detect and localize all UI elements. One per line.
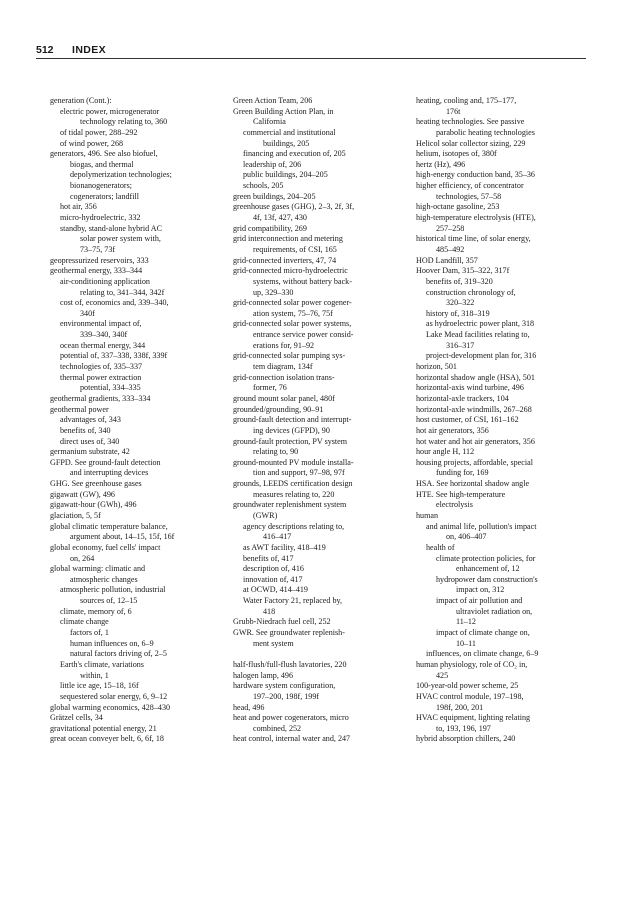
- index-entry: human: [416, 510, 439, 520]
- index-entry: grid interconnection and metering: [233, 234, 343, 244]
- index-subentry: (GWR): [253, 510, 278, 520]
- index-subentry: impact of air pollution and: [436, 596, 523, 606]
- index-subentry: health of: [426, 542, 455, 552]
- index-entry: Helicol solar collector sizing, 229: [416, 138, 526, 148]
- index-subentry: entrance service power consid-: [253, 330, 354, 340]
- index-subentry: solar power system with,: [80, 234, 161, 244]
- index-subentry: climate, memory of, 6: [60, 606, 132, 616]
- index-subentry: depolymerization technologies;: [70, 170, 172, 180]
- index-entry: generators, 496. See also biofuel,: [50, 149, 158, 159]
- index-entry: grid-connected solar power systems,: [233, 319, 352, 329]
- index-subentry: 339–340, 340f: [80, 330, 128, 340]
- index-subentry: measures relating to, 220: [253, 489, 335, 499]
- index-entry: [233, 649, 408, 660]
- index-subentry: hot air, 356: [60, 202, 97, 212]
- index-column-2: [233, 96, 408, 745]
- index-subentry: benefits of, 417: [243, 553, 294, 563]
- index-entry: horizon, 501: [416, 362, 457, 372]
- index-subentry: 10–11: [456, 638, 476, 648]
- index-subentry: environmental impact of,: [60, 319, 142, 329]
- index-entry: heat and power cogenerators, micro: [233, 713, 349, 723]
- index-subentry: to, 193, 196, 197: [436, 723, 491, 733]
- index-subentry: impact on, 312: [456, 585, 505, 595]
- index-subentry: thermal power extraction: [60, 372, 142, 382]
- index-entry: geothermal energy, 333–344: [50, 266, 143, 276]
- index-subentry: cogenerators; landfill: [70, 191, 139, 201]
- index-subentry: electric power, microgenerator: [60, 106, 160, 116]
- index-entry: grid-connected solar pumping sys-: [233, 351, 346, 361]
- index-subentry: 425: [436, 670, 449, 680]
- index-subentry: 176t: [446, 106, 461, 116]
- index-subentry: history of, 318–319: [426, 308, 490, 318]
- index-entry: Hoover Dam, 315–322, 317f: [416, 266, 510, 276]
- index-subentry: little ice age, 15–18, 16f: [60, 681, 139, 691]
- page-number: 512: [36, 44, 54, 56]
- index-subentry: hydropower dam construction's: [436, 574, 538, 584]
- index-entry: ground mount solar panel, 480f: [233, 393, 335, 403]
- index-entry: HTE. See high-temperature: [416, 489, 506, 499]
- index-subentry: description of, 416: [243, 564, 304, 574]
- index-subentry: erations for, 91–92: [253, 340, 315, 350]
- index-entry: heating technologies. See passive: [416, 117, 525, 127]
- index-entry: gravitational potential energy, 21: [50, 723, 157, 733]
- index-subentry: on, 406–407: [446, 532, 487, 542]
- index-subentry: potential, 334–335: [80, 383, 141, 393]
- index-subentry: combined, 252: [253, 723, 302, 733]
- index-entry: horizontal-axis wind turbine, 496: [416, 383, 524, 393]
- index-subentry: and animal life, pollution's impact: [426, 521, 537, 531]
- index-subentry: atmospheric changes: [70, 574, 138, 584]
- index-entry: horizontal-axle windmills, 267–268: [416, 404, 532, 414]
- index-entry: Grubb-Niedrach fuel cell, 252: [233, 617, 331, 627]
- index-entry: global warming: climatic and: [50, 564, 146, 574]
- index-entry: germanium substrate, 42: [50, 447, 130, 457]
- index-entry: high-energy conduction band, 35–36: [416, 170, 535, 180]
- index-subentry: bionanogenerators;: [70, 181, 133, 191]
- index-subentry: 11–12: [456, 617, 476, 627]
- index-subentry: 416–417: [263, 532, 292, 542]
- index-entry: historical time line, of solar energy,: [416, 234, 531, 244]
- index-subentry: 340f: [80, 308, 95, 318]
- index-entry: higher efficiency, of concentrator: [416, 181, 524, 191]
- page-header: [36, 44, 586, 58]
- index-subentry: ment system: [253, 638, 294, 648]
- index-entry: helium, isotopes of, 380f: [416, 149, 497, 159]
- index-subentry: up, 329–330: [253, 287, 294, 297]
- index-subentry: 320–322: [446, 298, 475, 308]
- index-subentry: ing devices (GFPD), 90: [253, 425, 330, 435]
- index-subentry: influences, on climate change, 6–9: [426, 649, 539, 659]
- index-subentry: leadership of, 206: [243, 159, 302, 169]
- index-subentry: potential of, 337–338, 338f, 339f: [60, 351, 168, 361]
- index-entry: half-flush/full-flush lavatories, 220: [233, 659, 347, 669]
- index-subentry: human influences on, 6–9: [70, 638, 154, 648]
- index-subentry: at OCWD, 414–419: [243, 585, 308, 595]
- index-subentry: technologies of, 335–337: [60, 362, 143, 372]
- index-entry: gigawatt (GW), 496: [50, 489, 115, 499]
- index-entry: 100-year-old power scheme, 25: [416, 681, 519, 691]
- index-entry: hot water and hot air generators, 356: [416, 436, 535, 446]
- index-entry: high-octane gasoline, 253: [416, 202, 500, 212]
- index-subentry: ocean thermal energy, 344: [60, 340, 146, 350]
- index-subentry: advantages of, 343: [60, 415, 121, 425]
- index-subentry: impact of climate change on,: [436, 628, 530, 638]
- index-subentry: financing and execution of, 205: [243, 149, 346, 159]
- index-entry: GHG. See greenhouse gases: [50, 479, 142, 489]
- index-entry: global warming economics, 428–430: [50, 702, 171, 712]
- index-entry: great ocean conveyer belt, 6, 6f, 18: [50, 734, 164, 744]
- index-subentry: direct uses of, 340: [60, 436, 120, 446]
- index-entry: grid-connection isolation trans-: [233, 372, 335, 382]
- index-subentry: former, 76: [253, 383, 287, 393]
- index-subentry: commercial and institutional: [243, 127, 336, 137]
- index-subentry: climate protection policies, for: [436, 553, 536, 563]
- index-subentry: cost of, economics and, 339–340,: [60, 298, 169, 308]
- index-subentry: sequestered solar energy, 6, 9–12: [60, 691, 168, 701]
- index-subentry: California: [253, 117, 286, 127]
- index-entry: Green Building Action Plan, in: [233, 106, 334, 116]
- index-entry: grid-connected micro-hydroelectric: [233, 266, 348, 276]
- index-subentry: within, 1: [80, 670, 109, 680]
- index-entry: GWR. See groundwater replenish-: [233, 628, 345, 638]
- index-entry: heating, cooling and, 175–177,: [416, 96, 517, 105]
- index-subentry: construction chronology of,: [426, 287, 516, 297]
- index-entry: green buildings, 204–205: [233, 191, 316, 201]
- index-subentry: tem diagram, 134f: [253, 362, 313, 372]
- index-subentry: relating to, 90: [253, 447, 299, 457]
- index-subentry: systems, without battery back-: [253, 276, 352, 286]
- index-entry: gigawatt-hour (GWh), 496: [50, 500, 137, 510]
- index-subentry: parabolic heating technologies: [436, 127, 535, 137]
- index-entry: ground-fault detection and interrupt-: [233, 415, 352, 425]
- index-entry: generation (Cont.):: [50, 96, 112, 105]
- index-subentry: technologies, 57–58: [436, 191, 502, 201]
- index-subentry: climate change: [60, 617, 109, 627]
- index-entry: grid-connected inverters, 47, 74: [233, 255, 337, 265]
- index-subentry: biogas, and thermal: [70, 159, 134, 169]
- index-entry: high-temperature electrolysis (HTE),: [416, 213, 536, 223]
- index-entry: grounded/grounding, 90–91: [233, 404, 324, 414]
- index-subentry: ultraviolet radiation on,: [456, 606, 533, 616]
- index-subentry: electrolysis: [436, 500, 473, 510]
- index-subentry: 485–492: [436, 244, 465, 254]
- index-entry: housing projects, affordable, special: [416, 457, 533, 467]
- index-entry: HSA. See horizontal shadow angle: [416, 479, 530, 489]
- index-subentry: schools, 205: [243, 181, 284, 191]
- index-entry: human physiology, role of CO₂ in,: [416, 659, 528, 669]
- index-subentry: public buildings, 204–205: [243, 170, 328, 180]
- index-subentry: relating to, 341–344, 342f: [80, 287, 165, 297]
- index-subentry: natural factors driving of, 2–5: [70, 649, 167, 659]
- index-subentry: of wind power, 268: [60, 138, 124, 148]
- index-entry: greenhouse gases (GHG), 2–3, 2f, 3f,: [233, 202, 355, 212]
- index-entry: host customer, of CSI, 161–162: [416, 415, 519, 425]
- index-entry: grid-connected solar power cogener-: [233, 298, 352, 308]
- index-entry: head, 496: [233, 702, 265, 712]
- index-subentry: 418: [263, 606, 276, 616]
- index-entry: ground-fault protection, PV system: [233, 436, 348, 446]
- index-subentry: enhancement of, 12: [456, 564, 520, 574]
- index-subentry: air-conditioning application: [60, 276, 150, 286]
- index-entry: geothermal gradients, 333–334: [50, 393, 151, 403]
- index-subentry: 4f, 13f, 427, 430: [253, 213, 307, 223]
- index-subentry: Water Factory 21, replaced by,: [243, 596, 343, 606]
- index-subentry: 198f, 200, 201: [436, 702, 484, 712]
- index-subentry: factors of, 1: [70, 628, 109, 638]
- index-entry: hertz (Hz), 496: [416, 159, 466, 169]
- index-subentry: atmospheric pollution, industrial: [60, 585, 166, 595]
- index-subentry: Earth's climate, variations: [60, 659, 144, 669]
- index-entry: heat control, internal water and, 247: [233, 734, 351, 744]
- index-subentry: and interrupting devices: [70, 468, 149, 478]
- index-subentry: 257–258: [436, 223, 465, 233]
- index-entry: halogen lamp, 496: [233, 670, 294, 680]
- index-entry: HVAC control module, 197–198,: [416, 691, 524, 701]
- index-subentry: ation system, 75–76, 75f: [253, 308, 333, 318]
- index-subentry: sources of, 12–15: [80, 596, 138, 606]
- index-subentry: project-development plan for, 316: [426, 351, 537, 361]
- index-entry: ground-mounted PV module installa-: [233, 457, 354, 467]
- index-column-3: [416, 96, 591, 745]
- index-entry: hot air generators, 356: [416, 425, 489, 435]
- index-entry: horizontal shadow angle (HSA), 501: [416, 372, 535, 382]
- index-subentry: on, 264: [70, 553, 95, 563]
- index-subentry: benefits of, 340: [60, 425, 111, 435]
- index-subentry: benefits of, 319–320: [426, 276, 493, 286]
- index-entry: hardware system configuration,: [233, 681, 336, 691]
- header-rule: [36, 58, 586, 59]
- index-subentry: argument about, 14–15, 15f, 16f: [70, 532, 175, 542]
- index-entry: Grätzel cells, 34: [50, 713, 103, 723]
- index-entry: hybrid absorption chillers, 240: [416, 734, 516, 744]
- index-entry: geopressurized reservoirs, 333: [50, 255, 149, 265]
- index-subentry: 197–200, 198f, 199f: [253, 691, 320, 701]
- index-subentry: funding for, 169: [436, 468, 489, 478]
- index-subentry: of tidal power, 288–292: [60, 127, 138, 137]
- index-entry: geothermal power: [50, 404, 109, 414]
- page-title: INDEX: [72, 44, 107, 56]
- index-subentry: agency descriptions relating to,: [243, 521, 345, 531]
- index-subentry: micro-hydroelectric, 332: [60, 213, 141, 223]
- index-entry: HVAC equipment, lighting relating: [416, 713, 531, 723]
- index-subentry: standby, stand-alone hybrid AC: [60, 223, 162, 233]
- index-entry: global climatic temperature balance,: [50, 521, 168, 531]
- index-entry: glaciation, 5, 5f: [50, 510, 101, 520]
- index-subentry: as hydroelectric power plant, 318: [426, 319, 535, 329]
- index-entry: groundwater replenishment system: [233, 500, 347, 510]
- index-entry: horizontal-axle trackers, 104: [416, 393, 509, 403]
- index-subentry: requirements, of CSI, 165: [253, 244, 337, 254]
- index-entry: Green Action Team, 206: [233, 96, 313, 105]
- index-subentry: tion and support, 97–98, 97f: [253, 468, 345, 478]
- index-entry: GFPD. See ground-fault detection: [50, 457, 161, 467]
- index-entry: grid compatibility, 269: [233, 223, 307, 233]
- index-subentry: technology relating to, 360: [80, 117, 168, 127]
- index-subentry: innovation of, 417: [243, 574, 303, 584]
- index-subentry: 316–317: [446, 340, 475, 350]
- index-subentry: buildings, 205: [263, 138, 310, 148]
- index-column-1: [50, 96, 222, 745]
- index-entry: hour angle H, 112: [416, 447, 475, 457]
- index-subentry: 73–75, 73f: [80, 244, 116, 254]
- index-subentry: as AWT facility, 418–419: [243, 542, 326, 552]
- index-entry: global economy, fuel cells' impact: [50, 542, 161, 552]
- index-entry: HOD Landfill, 357: [416, 255, 478, 265]
- index-subentry: Lake Mead facilities relating to,: [426, 330, 530, 340]
- index-entry: grounds, LEEDS certification design: [233, 479, 353, 489]
